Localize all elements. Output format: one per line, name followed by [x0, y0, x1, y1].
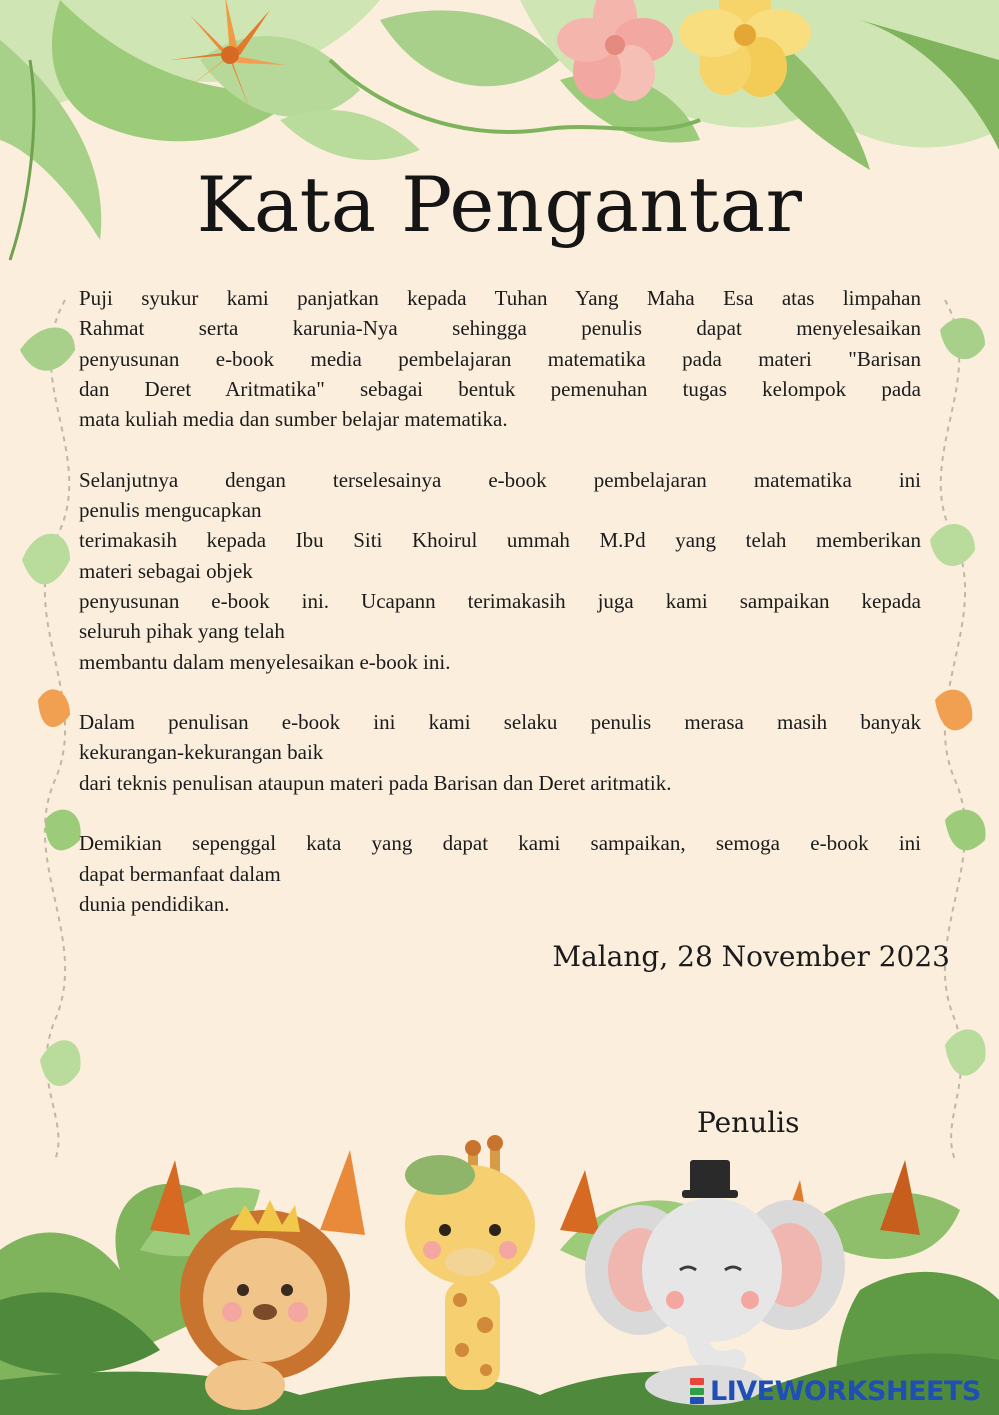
text-line: materi sebagai objek	[79, 558, 253, 583]
page-title: Kata Pengantar	[196, 160, 803, 249]
text-line: Demikian sepenggal kata yang dapat kami sampaikan, semoga e-book ini	[79, 831, 921, 856]
text-line: mata kuliah media dan sumber belajar matematika.	[79, 407, 508, 432]
signature-label: Penulis	[697, 1106, 800, 1139]
place-date: Malang, 28 November 2023	[552, 940, 950, 973]
left-leaf-icon	[20, 328, 81, 1087]
text-line: dan Deret Aritmatika" sebagai bentuk pemenuhan tugas kelompok pada	[79, 376, 921, 401]
paragraph	[79, 283, 921, 434]
text-line: Rahmat serta karunia-Nya sehingga penulis dapat menyelesaikan	[79, 316, 921, 341]
liveworksheets-logo	[690, 1376, 981, 1406]
liveworksheets-logo-icon	[690, 1378, 706, 1404]
text-line: kekurangan-kekurangan baik	[79, 740, 324, 765]
text-line: dunia pendidikan.	[79, 891, 230, 916]
text-line: Dalam penulisan e-book ini kami selaku penulis merasa masih banyak	[79, 710, 921, 735]
text-line: membantu dalam menyelesaikan e-book ini.	[79, 649, 451, 674]
text-line: penyusunan e-book ini. Ucapann terimakasih juga kami sampaikan kepada	[79, 588, 921, 613]
text-line: Puji syukur kami panjatkan kepada Tuhan Yang Maha Esa atas limpahan	[79, 286, 921, 310]
preface-body	[79, 283, 921, 950]
text-line: dapat bermanfaat dalam	[79, 861, 281, 886]
text-line: penulis mengucapkan	[79, 498, 262, 523]
text-line: seluruh pihak yang telah	[79, 619, 285, 644]
text-line: penyusunan e-book media pembelajaran matematika pada materi "Barisan	[79, 346, 921, 371]
text-line: dari teknis penulisan ataupun materi pada Barisan dan Deret aritmatik.	[79, 770, 672, 795]
brand-label: LIVEWORKSHEETS	[710, 1375, 981, 1407]
text-line: terimakasih kepada Ibu Siti Khoirul ummah M.Pd yang telah memberikan	[79, 528, 921, 553]
paragraph	[79, 465, 921, 677]
paragraph	[79, 707, 921, 798]
elephant-icon	[585, 1160, 845, 1405]
text-line: Selanjutnya dengan terselesainya e-book pembelajaran matematika ini	[79, 467, 921, 492]
paragraph	[79, 828, 921, 919]
giraffe-icon	[405, 1135, 535, 1390]
